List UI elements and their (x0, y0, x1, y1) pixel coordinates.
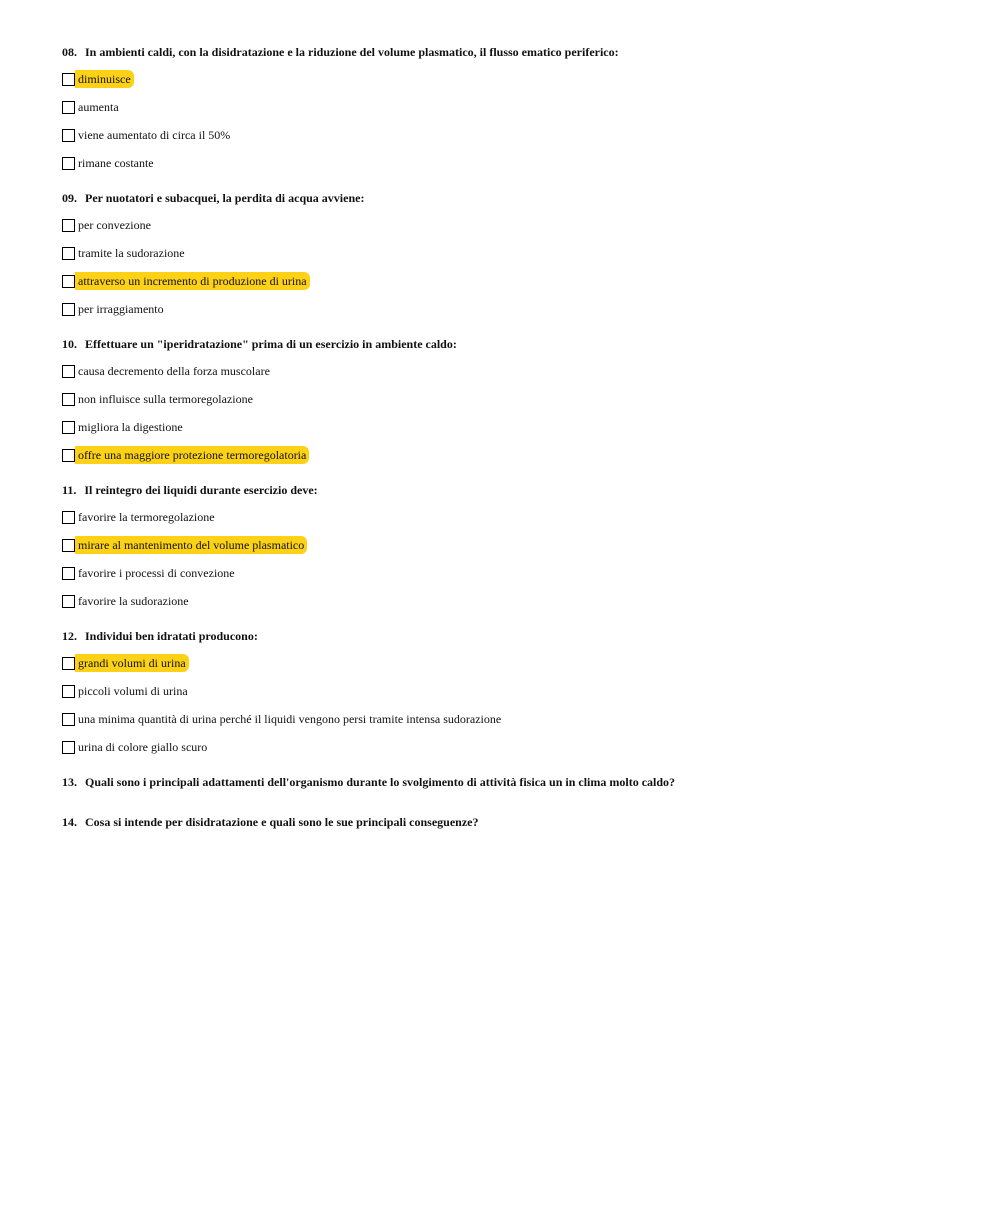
checkbox[interactable] (62, 713, 75, 726)
answer-text: rimane costante (78, 156, 154, 170)
answer-option[interactable] (62, 70, 962, 88)
question-title (62, 814, 962, 830)
question-number: 13. (62, 775, 77, 789)
answer-option[interactable] (62, 654, 962, 672)
answer-text: per irraggiamento (78, 302, 164, 316)
question-10 (62, 336, 962, 464)
checkbox[interactable] (62, 539, 75, 552)
answer-option[interactable] (62, 98, 962, 116)
question-title (62, 774, 962, 790)
answer-text: offre una maggiore protezione termoregolatoria (75, 446, 309, 464)
question-title (62, 482, 962, 498)
answer-text: grandi volumi di urina (75, 654, 189, 672)
question-08 (62, 44, 962, 172)
answer-option[interactable] (62, 710, 962, 728)
question-text: Per nuotatori e subacquei, la perdita di acqua avviene: (85, 191, 365, 205)
checkbox[interactable] (62, 157, 75, 170)
answer-option[interactable] (62, 592, 962, 610)
answer-text: favorire la termoregolazione (78, 510, 215, 524)
answer-option[interactable] (62, 362, 962, 380)
answer-text: migliora la digestione (78, 420, 183, 434)
question-number: 12. (62, 629, 77, 643)
question-number: 10. (62, 337, 77, 351)
answer-text: una minima quantità di urina perché il liquidi vengono persi tramite intensa sudorazione (78, 712, 502, 726)
question-14 (62, 814, 962, 830)
quiz-page (62, 44, 962, 854)
answer-option[interactable] (62, 390, 962, 408)
checkbox[interactable] (62, 101, 75, 114)
checkbox[interactable] (62, 595, 75, 608)
answer-text: diminuisce (75, 70, 134, 88)
answer-text: causa decremento della forza muscolare (78, 364, 270, 378)
answer-option[interactable] (62, 446, 962, 464)
question-number: 08. (62, 45, 77, 59)
answer-option[interactable] (62, 216, 962, 234)
question-title (62, 44, 962, 60)
answer-option[interactable] (62, 738, 962, 756)
answer-text: tramite la sudorazione (78, 246, 185, 260)
checkbox[interactable] (62, 741, 75, 754)
question-number: 11. (62, 483, 77, 497)
checkbox[interactable] (62, 247, 75, 260)
checkbox[interactable] (62, 685, 75, 698)
checkbox[interactable] (62, 275, 75, 288)
checkbox[interactable] (62, 657, 75, 670)
answer-text: non influisce sulla termoregolazione (78, 392, 253, 406)
question-11 (62, 482, 962, 610)
answer-text: attraverso un incremento di produzione di urina (75, 272, 310, 290)
question-text: Cosa si intende per disidratazione e quali sono le sue principali conseguenze? (85, 815, 479, 829)
answer-option[interactable] (62, 564, 962, 582)
checkbox[interactable] (62, 129, 75, 142)
answer-text: favorire i processi di convezione (78, 566, 235, 580)
answer-text: mirare al mantenimento del volume plasmatico (75, 536, 307, 554)
question-13 (62, 774, 962, 790)
answer-option[interactable] (62, 418, 962, 436)
answer-text: per convezione (78, 218, 151, 232)
question-09 (62, 190, 962, 318)
answer-option[interactable] (62, 272, 962, 290)
question-title (62, 190, 962, 206)
answer-option[interactable] (62, 682, 962, 700)
checkbox[interactable] (62, 567, 75, 580)
question-title (62, 628, 962, 644)
answer-option[interactable] (62, 508, 962, 526)
answer-text: piccoli volumi di urina (78, 684, 188, 698)
question-text: Effettuare un "iperidratazione" prima di un esercizio in ambiente caldo: (85, 337, 457, 351)
answer-option[interactable] (62, 244, 962, 262)
checkbox[interactable] (62, 303, 75, 316)
checkbox[interactable] (62, 393, 75, 406)
checkbox[interactable] (62, 365, 75, 378)
checkbox[interactable] (62, 511, 75, 524)
question-number: 14. (62, 815, 77, 829)
question-text: Individui ben idratati producono: (85, 629, 258, 643)
question-text: In ambienti caldi, con la disidratazione e la riduzione del volume plasmatico, il flusso ematico periferico: (85, 45, 619, 59)
checkbox[interactable] (62, 421, 75, 434)
checkbox[interactable] (62, 449, 75, 462)
question-12 (62, 628, 962, 756)
answer-option[interactable] (62, 154, 962, 172)
checkbox[interactable] (62, 219, 75, 232)
answer-text: urina di colore giallo scuro (78, 740, 208, 754)
answer-text: favorire la sudorazione (78, 594, 189, 608)
answer-option[interactable] (62, 536, 962, 554)
answer-option[interactable] (62, 126, 962, 144)
answer-text: aumenta (78, 100, 119, 114)
question-title (62, 336, 962, 352)
question-number: 09. (62, 191, 77, 205)
checkbox[interactable] (62, 73, 75, 86)
answer-option[interactable] (62, 300, 962, 318)
question-text: Quali sono i principali adattamenti dell'organismo durante lo svolgimento di attività fisica un in clima molto caldo? (85, 775, 676, 789)
answer-text: viene aumentato di circa il 50% (78, 128, 231, 142)
question-text: Il reintegro dei liquidi durante esercizio deve: (84, 483, 318, 497)
